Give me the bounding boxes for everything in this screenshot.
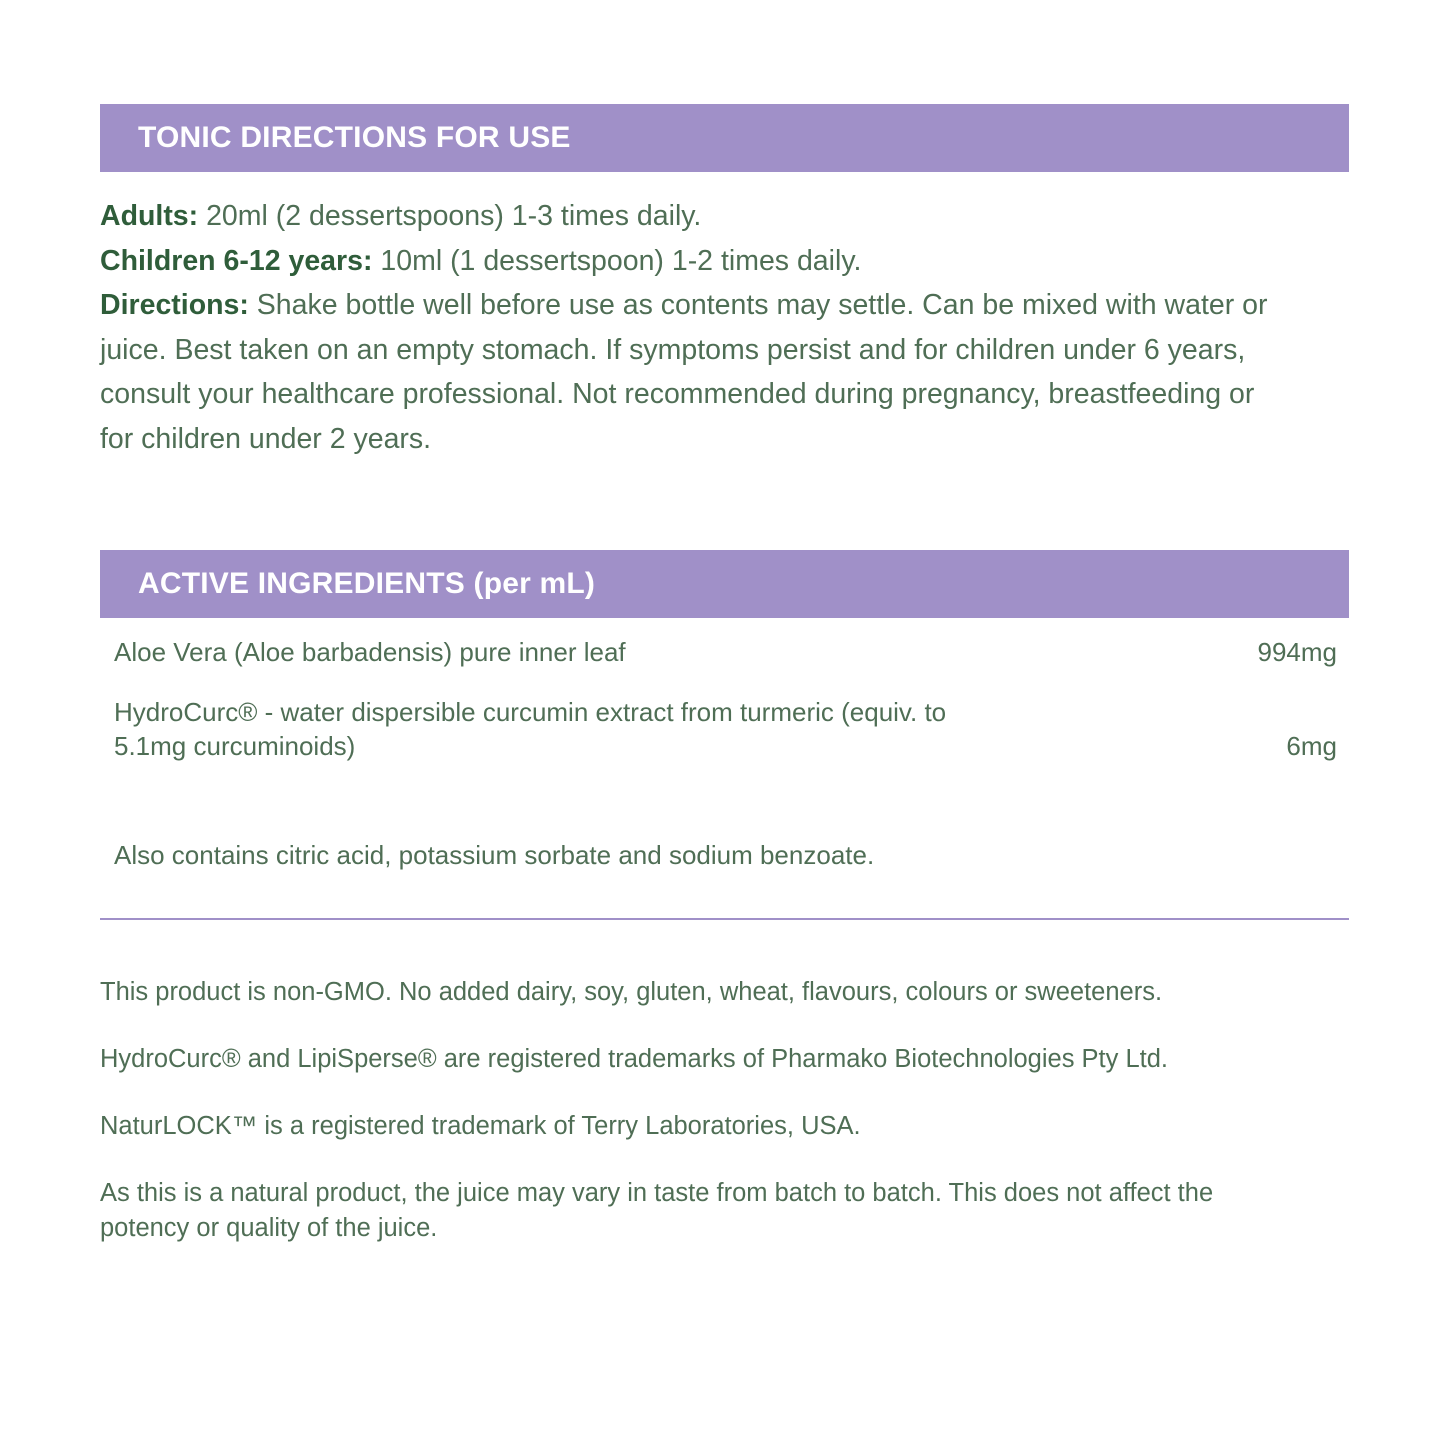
- also-contains-text: Also contains citric acid, potassium sorbate and sodium benzoate.: [114, 840, 875, 870]
- dosage-adults-line: [100, 194, 1280, 239]
- directions-section-header: [100, 104, 1349, 172]
- children-label: Children 6-12 years:: [100, 244, 373, 277]
- dosage-children-line: [100, 239, 1280, 284]
- footnote-trademark-hydrocurc: HydroCurc® and LipiSperse® are registered trademarks of Pharmako Biotechnologies Pty Ltd.: [100, 1045, 1169, 1073]
- directions-paragraph: [100, 283, 1280, 461]
- footnote-non-gmo: This product is non-GMO. No added dairy, soy, gluten, wheat, flavours, colours or sweeteners.: [100, 978, 1163, 1006]
- section-divider: [100, 918, 1349, 920]
- adults-label: Adults:: [100, 200, 199, 232]
- ingredient-name: Aloe Vera (Aloe barbadensis) pure inner leaf: [114, 637, 626, 667]
- directions-body: [100, 194, 1280, 461]
- adults-text: 20ml (2 dessertspoons) 1-3 times daily.: [198, 200, 702, 232]
- ingredient-name: HydroCurc® - water dispersible curcumin extract from turmeric (equiv. to 5.1mg curcuminoids): [114, 697, 947, 761]
- ingredient-amount: 994mg: [1257, 637, 1337, 667]
- table-row: [100, 635, 1349, 669]
- footnote-trademark-naturlock: NaturLOCK™ is a registered trademark of Terry Laboratories, USA.: [100, 1112, 861, 1140]
- footnotes: [100, 975, 1290, 1246]
- ingredient-amount: 6mg: [1286, 731, 1337, 761]
- children-text: 10ml (1 dessertspoon) 1-2 times daily.: [372, 244, 862, 277]
- footnote-natural-variation: As this is a natural product, the juice may vary in taste from batch to batch. This does not affect the potency or quality of the juice.: [100, 1179, 1214, 1242]
- directions-heading: TONIC DIRECTIONS FOR USE: [138, 121, 571, 154]
- directions-label: Directions:: [100, 289, 249, 321]
- table-row: [100, 695, 1349, 763]
- ingredients-section-header: [100, 550, 1349, 618]
- directions-text: Shake bottle well before use as contents may settle. Can be mixed with water or juice. Best taken on an empty stomach. If symptoms persist and for children under 6 years, consult your healthcare professional. Not recommended during pregnancy, breastfeeding or for children under 2 years.: [100, 289, 1268, 455]
- ingredients-heading: ACTIVE INGREDIENTS (per mL): [138, 567, 596, 600]
- ingredients-table: [100, 635, 1349, 763]
